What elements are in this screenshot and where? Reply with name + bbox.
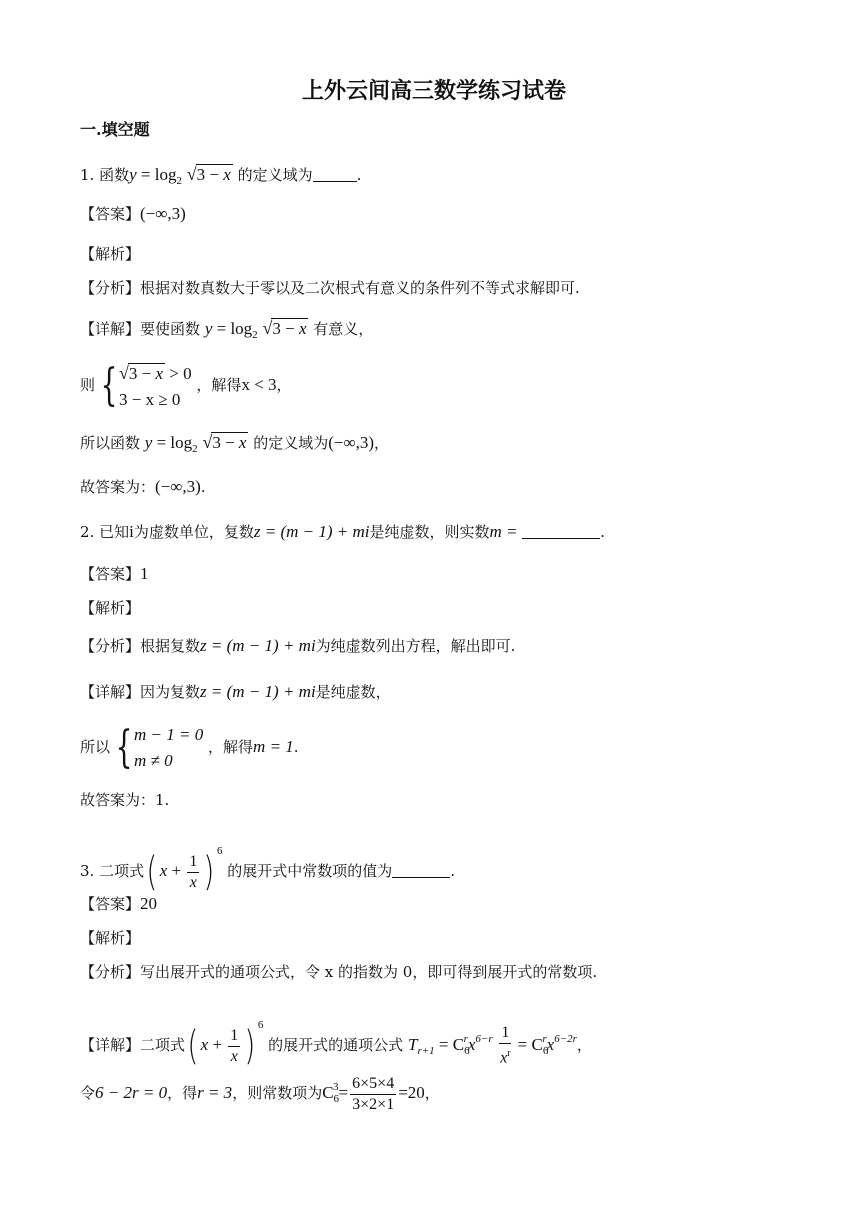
question-3-fenxi: 【分析】写出展开式的通项公式，令 x 的指数为 0，即可得到展开式的常数项.: [80, 963, 598, 981]
question-1-final: 故答案为：(−∞,3).: [80, 477, 206, 496]
question-1-fenxi: 【分析】根据对数真数大于零以及二次根式有意义的条件列不等式求解即可.: [80, 279, 580, 297]
question-3-conclusion: 令6 − 2r = 0，得r = 3，则常数项为$C_6^3=$ $\frac{6\times 5\times 4}{3\times 2\times 1}$ =20，: [80, 1074, 440, 1113]
analysis-label: 【解析】: [80, 599, 141, 617]
page-title: 上外云间高三数学练习试卷: [301, 78, 566, 104]
question-1-answer: 【答案】(−∞,3): [80, 204, 186, 223]
question-1-xiangjie: 【详解】要使函数 $y = \log_2 √3 - x$ 有意义，: [80, 318, 374, 341]
question-1-conclusion: 所以函数 $y = \log_2 √3 - x$ 的定义域为(−∞,3)，: [80, 432, 390, 455]
answer-blank: [313, 165, 357, 182]
formula: y: [129, 165, 137, 184]
question-2-stem: 2. 已知i为虚数单位，复数z = (m − 1) + mi是纯虚数，则实数m = .: [80, 522, 606, 541]
analysis-label: 【解析】: [80, 929, 141, 947]
section-heading: 一.填空题: [80, 120, 150, 139]
question-1-system: 则 { √3 − x > 0 3 − x ≥ 0 ，解得x < 3，: [80, 360, 292, 411]
analysis-label: 【解析】: [80, 245, 141, 263]
question-3-xiangjie: 【详解】二项式( x + $\frac{1}{x}$ ) $^6$ 的展开式的通项公式 $T_{r+1} = C_6^rx^{6-r}$ $\frac{1}{x^r}$ = $C_6^rx^{6-2r}$，: [80, 1019, 592, 1069]
question-1-stem: 1. 函数$y = \log_2 √3 - x$ 的定义域为 .: [80, 164, 362, 187]
question-3-stem: 3. 二项式( x + $\frac{1}{x}$ ) $^6$ 的展开式中常数项的值为 .: [80, 845, 456, 895]
question-2-xiangjie: 【详解】因为复数z = (m − 1) + mi是纯虚数，: [80, 682, 391, 701]
question-2-system: 所以 { m − 1 = 0 m ≠ 0 ，解得m = 1.: [80, 722, 299, 773]
question-2-final: 故答案为：1.: [80, 791, 170, 809]
answer-blank: [522, 522, 600, 539]
question-2-answer: 【答案】1: [80, 564, 149, 583]
answer-blank: [392, 861, 450, 878]
question-3-answer: 【答案】20: [80, 894, 158, 913]
question-2-fenxi: 【分析】根据复数z = (m − 1) + mi为纯虚数列出方程，解出即可.: [80, 636, 516, 655]
